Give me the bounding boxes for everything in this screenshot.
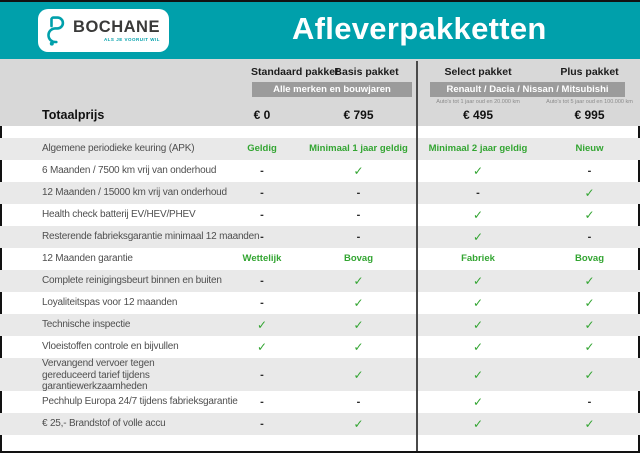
package-names-row — [0, 65, 640, 78]
package-value-cell: Wettelijk — [242, 253, 282, 265]
package-name-select: Select pakket — [444, 65, 512, 78]
package-value-cell: - — [260, 208, 264, 221]
feature-label: Complete reinigingsbeurt binnen en buiten — [42, 275, 222, 287]
package-value-cell: - — [260, 274, 264, 287]
total-price-plus: € 995 — [574, 107, 605, 122]
package-notes-row — [0, 97, 640, 107]
table-row — [0, 391, 640, 413]
feature-label: Vervangend vervoer tegen gereduceerd tarief tijdens garantiewerkzaamheden — [42, 358, 155, 392]
page-title: Afleverpakketten — [292, 11, 547, 46]
package-value-cell: Nieuw — [575, 143, 604, 155]
package-value-cell: ✓ — [353, 274, 364, 288]
package-value-cell: ✓ — [353, 296, 364, 310]
table-row — [0, 358, 640, 391]
total-price-row — [0, 107, 640, 122]
badge-renault-dacia-nissan-mitsubishi: Renault / Dacia / Nissan / Mitsubishi — [430, 82, 625, 97]
feature-label: 12 Maanden / 15000 km vrij van onderhoud — [42, 187, 227, 199]
package-value-cell: - — [260, 368, 264, 381]
note-select-pakket: Auto's tot 1 jaar oud en 20.000 km — [436, 99, 520, 105]
feature-label: Pechhulp Europa 24/7 tijdens fabrieksgarantie — [42, 396, 238, 408]
bochane-logo-text — [73, 19, 160, 43]
package-value-cell: - — [260, 230, 264, 243]
package-value-cell: ✓ — [584, 368, 595, 383]
package-value-cell: - — [356, 395, 361, 408]
package-value-cell: ✓ — [584, 318, 595, 332]
table-row — [0, 336, 640, 358]
package-value-cell: ✓ — [472, 395, 484, 409]
total-price-basis: € 795 — [343, 107, 374, 122]
brand-badges-row — [0, 82, 640, 97]
package-value-cell: ✓ — [472, 296, 484, 310]
bochane-logo-name: BOCHANE — [73, 17, 160, 36]
note-plus-pakket: Auto's tot 5 jaar oud en 100.000 km — [546, 99, 633, 105]
package-value-cell: - — [356, 186, 361, 199]
package-value-cell: - — [260, 395, 264, 408]
feature-label: Resterende fabrieksgarantie minimaal 12 maanden — [42, 231, 260, 243]
table-row — [0, 226, 640, 248]
package-value-cell: - — [587, 230, 592, 243]
total-price-standaard: € 0 — [253, 107, 271, 122]
badge-alle-merken: Alle merken en bouwjaren — [252, 82, 412, 97]
package-value-cell: ✓ — [472, 230, 484, 244]
package-value-cell: ✓ — [256, 318, 268, 332]
package-value-cell: ✓ — [353, 417, 364, 431]
table-row — [0, 138, 640, 160]
table-row — [0, 292, 640, 314]
feature-table — [0, 138, 640, 435]
table-row — [0, 182, 640, 204]
feature-label: Algemene periodieke keuring (APK) — [42, 143, 195, 155]
package-value-cell: ✓ — [353, 318, 364, 332]
bochane-logo — [38, 9, 169, 52]
package-value-cell: - — [356, 208, 361, 221]
package-value-cell: ✓ — [472, 164, 484, 178]
package-value-cell: Minimaal 2 jaar geldig — [428, 143, 528, 155]
table-row — [0, 413, 640, 435]
package-value-cell: - — [260, 164, 264, 177]
feature-label: € 25,- Brandstof of volle accu — [42, 418, 166, 430]
package-value-cell: ✓ — [472, 318, 484, 332]
feature-label: 12 Maanden garantie — [42, 253, 133, 265]
band-gap — [0, 126, 640, 138]
package-value-cell: ✓ — [256, 340, 268, 354]
package-value-cell: - — [260, 417, 264, 430]
feature-label: Vloeistoffen controle en bijvullen — [42, 341, 179, 353]
package-value-cell: ✓ — [472, 340, 484, 354]
bochane-logo-icon — [47, 15, 67, 47]
package-value-cell: ✓ — [584, 208, 595, 222]
package-value-cell: Geldig — [247, 143, 277, 155]
package-value-cell: - — [587, 164, 592, 177]
feature-label: Technische inspectie — [42, 319, 131, 331]
package-value-cell: ✓ — [472, 417, 484, 431]
table-row — [0, 314, 640, 336]
package-group-divider — [416, 61, 418, 451]
package-value-cell: - — [476, 186, 480, 199]
package-value-cell: ✓ — [472, 208, 484, 222]
feature-label: Loyaliteitspas voor 12 maanden — [42, 297, 178, 309]
feature-label: Health check batterij EV/HEV/PHEV — [42, 209, 196, 221]
package-value-cell: ✓ — [353, 164, 364, 178]
package-value-cell: Fabriek — [461, 253, 495, 265]
package-value-cell: Bovag — [343, 253, 374, 265]
package-name-plus: Plus pakket — [560, 65, 619, 78]
package-value-cell: - — [356, 230, 361, 243]
package-value-cell: - — [260, 186, 264, 199]
package-value-cell: ✓ — [584, 274, 595, 288]
package-value-cell: ✓ — [584, 340, 595, 354]
table-row — [0, 160, 640, 182]
package-value-cell: ✓ — [472, 274, 484, 288]
table-row — [0, 248, 640, 270]
package-value-cell: Minimaal 1 jaar geldig — [309, 143, 408, 155]
package-value-cell: ✓ — [584, 296, 595, 310]
table-row — [0, 270, 640, 292]
package-name-standaard: Standaard pakket — [251, 65, 339, 78]
table-row — [0, 204, 640, 226]
package-value-cell: - — [587, 395, 592, 408]
package-value-cell: ✓ — [353, 368, 364, 383]
total-price-label: Totaalprijs — [42, 107, 105, 122]
bochane-logo-tagline: ALS JE VOORUIT WIL — [103, 37, 160, 43]
total-price-select: € 495 — [462, 107, 494, 122]
page-header — [0, 2, 640, 59]
package-value-cell: ✓ — [353, 340, 364, 354]
package-header-band — [0, 59, 640, 126]
package-value-cell: ✓ — [472, 368, 484, 383]
package-name-basis: Basis pakket — [334, 65, 399, 78]
package-value-cell: ✓ — [584, 417, 595, 431]
feature-label: 6 Maanden / 7500 km vrij van onderhoud — [42, 165, 217, 177]
package-value-cell: - — [260, 296, 264, 309]
package-value-cell: ✓ — [584, 186, 595, 200]
package-value-cell: Bovag — [574, 253, 605, 265]
